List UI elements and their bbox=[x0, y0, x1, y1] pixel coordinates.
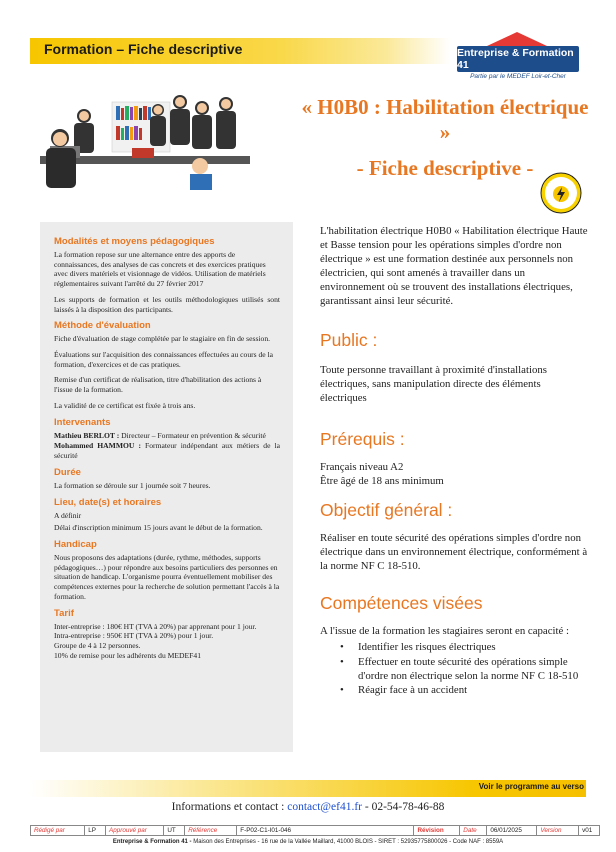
section-heading: Méthode d'évaluation bbox=[54, 320, 151, 332]
intro-text: L'habilitation électrique H0B0 « Habilitation électrique Haute et Basse tension pour les opérations simples d'ordre non électrique » est une formation destinée aux personnels non électricien, qui sont amenés à travailler dans un environnement où se trouvent des installations électriques, garantissant ainsi leur sécurité. bbox=[320, 225, 588, 308]
section-heading: Durée bbox=[54, 466, 81, 478]
prerequis-heading: Prérequis : bbox=[320, 429, 405, 450]
section-lieu bbox=[54, 497, 280, 533]
intervenant-role: Directeur – Formateur en prévention & sécurité bbox=[119, 430, 266, 440]
intervenant-1 bbox=[54, 431, 280, 441]
meta-label: Référence bbox=[185, 826, 237, 836]
meta-value: LP bbox=[85, 826, 106, 836]
section-heading: Intervenants bbox=[54, 416, 111, 428]
prerequis-line: Être âgé de 18 ans minimum bbox=[320, 475, 444, 488]
list-item: • Identifier les risques électriques bbox=[340, 640, 590, 654]
paragraph: Fiche d'évaluation de stage complétée par le stagiaire en fin de session. bbox=[54, 334, 271, 344]
intervenant-name: Mathieu BERLOT : bbox=[54, 430, 120, 440]
meta-value: F-P02-C1-I01-046 bbox=[237, 826, 414, 836]
contact-line bbox=[0, 801, 616, 813]
paragraph: Les supports de formation et les outils méthodologiques utilisés sont laissés à la disposition des participants. bbox=[54, 294, 280, 314]
contact-phone: - 02-54-78-46-88 bbox=[361, 801, 445, 813]
paragraph: Remise d'un certificat de réalisation, titre d'habilitation des actions à l'issue de la formation. bbox=[54, 375, 262, 395]
section-methode bbox=[54, 320, 280, 410]
meta-value: UT bbox=[164, 826, 185, 836]
meta-value: v01 bbox=[579, 826, 600, 836]
tarif-line: Intra-entreprise : 950€ HT (TVA à 20%) pour 1 jour. bbox=[54, 631, 214, 641]
public-text: Toute personne travaillant à proximité d'installations électriques, sans manipulation directe des éléments électriques bbox=[320, 364, 547, 405]
office-team-illustration bbox=[40, 86, 250, 190]
paragraph: Évaluations sur l'acquisition des connaissances effectuées au cours de la formation, d'exercices et de cas pratiques. bbox=[54, 350, 274, 369]
section-handicap bbox=[54, 539, 280, 602]
footer-addr-text: Maison des Entreprises - 16 rue de la Vallée Maillard, 41000 BLOIS - SIRET : 52935775800026 - Code NAF : 8559A bbox=[191, 839, 504, 845]
meta-label: Approuvé par bbox=[106, 826, 164, 836]
list-item: • Réagir face à un accident bbox=[340, 683, 590, 697]
contact-label: Informations et contact : bbox=[171, 801, 288, 813]
verso-note: Voir le programme au verso bbox=[478, 782, 584, 791]
tarif-line: 10% de remise pour les adhérents du MEDEF41 bbox=[54, 650, 201, 660]
meta-label: Date bbox=[460, 826, 487, 836]
prerequis-line: Français niveau A2 bbox=[320, 461, 404, 474]
main-content bbox=[320, 224, 590, 697]
intervenant-name: Mohammed HAMMOU : bbox=[54, 441, 141, 451]
paragraph: Nous proposons des adaptations (durée, rythme, méthodes, supports pédagogiques…) pour répondre aux besoins particuliers des personnes en situation de handicap. L'organisme pourra éventuellement mobiliser des compétences externes pour la recherche de solution permettant l'accès à la formation. bbox=[54, 552, 280, 601]
section-intervenants bbox=[54, 417, 280, 461]
competences-list bbox=[340, 640, 590, 696]
tarif-line: Groupe de 4 à 12 personnes. bbox=[54, 640, 141, 650]
public-heading: Public : bbox=[320, 330, 378, 351]
footer-address bbox=[0, 839, 616, 845]
objectif-text: Réaliser en toute sécurité des opérations simples d'ordre non électrique dans un environnement électrique, conformément à la norme NF C 18-510. bbox=[320, 532, 588, 573]
meta-label: Révision bbox=[414, 826, 460, 836]
section-tarif bbox=[54, 608, 280, 661]
logo-text: Entreprise & Formation 41 bbox=[457, 47, 574, 71]
tarif-line: Inter-entreprise : 180€ HT (TVA à 20%) par apprenant pour 1 jour. bbox=[54, 621, 257, 631]
course-subtitle: - Fiche descriptive - bbox=[356, 156, 534, 180]
section-duree bbox=[54, 467, 280, 491]
paragraph: La validité de ce certificat est fixée à trois ans. bbox=[54, 400, 196, 410]
paragraph: La formation se déroule sur 1 journée soit 7 heures. bbox=[54, 480, 211, 490]
logo-tagline: Partie par le MEDEF Loir-et-Cher bbox=[470, 73, 566, 80]
section-heading: Tarif bbox=[54, 607, 74, 619]
intervenant-role: Formateur indépendant aux métiers de la sécurité bbox=[54, 441, 280, 461]
intervenant-2 bbox=[54, 441, 280, 460]
paragraph: La formation repose sur une alternance entre des apports de connaissances, des analyses de cas concrets et des exercices pratiques avec divers matériels et visionnage de vidéos. Utilisation de matériels réglementaires suivant l'arrêté du 27 février 2017 bbox=[54, 250, 266, 289]
section-heading: Handicap bbox=[54, 538, 97, 550]
section-heading: Modalités et moyens pédagogiques bbox=[54, 236, 215, 247]
meta-value: 06/01/2025 bbox=[487, 826, 537, 836]
list-item: • Effectuer en toute sécurité des opérations simple d'ordre non électrique selon la norme NF C 18-510 bbox=[340, 655, 590, 683]
paragraph: Délai d'inscription minimum 15 jours avant le début de la formation. bbox=[54, 523, 263, 533]
footer-org: Entreprise & Formation 41 - bbox=[112, 839, 192, 845]
competences-intro: A l'issue de la formation les stagiaires seront en capacité : bbox=[320, 625, 569, 638]
course-title: « H0B0 : Habilitation électrique » bbox=[301, 95, 589, 145]
document-meta-table bbox=[30, 825, 600, 836]
header-title: Formation – Fiche descriptive bbox=[44, 41, 243, 57]
meta-label: Version bbox=[537, 826, 579, 836]
section-heading: Lieu, date(s) et horaires bbox=[54, 496, 162, 508]
meta-label: Rédigé par bbox=[31, 826, 85, 836]
sidebar-info bbox=[40, 222, 293, 752]
paragraph: A définir bbox=[54, 510, 82, 520]
habilitation-badge-icon bbox=[540, 172, 582, 214]
objectif-heading: Objectif général : bbox=[320, 500, 453, 521]
section-modalites bbox=[54, 236, 280, 314]
logo bbox=[457, 46, 579, 72]
contact-email-link[interactable]: contact@ef41.fr bbox=[287, 801, 362, 813]
competences-heading: Compétences visées bbox=[320, 593, 483, 614]
